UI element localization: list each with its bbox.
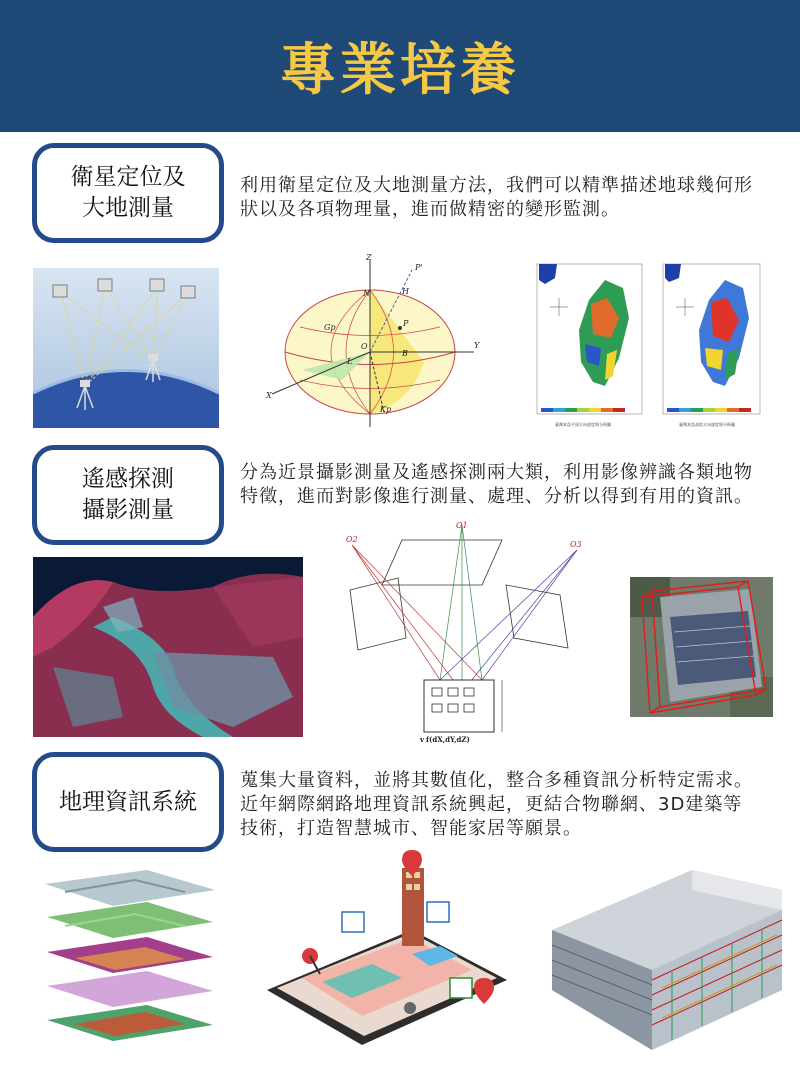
gnss-satellite-illustration bbox=[33, 268, 219, 428]
point-p-label: P bbox=[403, 319, 409, 328]
section-label-gis bbox=[32, 752, 224, 852]
camera-o3-label: O3 bbox=[570, 540, 582, 549]
camera-o1-label: O1 bbox=[456, 521, 468, 530]
section-description-gnss-geodesy: 利用衛星定位及大地測量方法，我們可以精準描述地球幾何形狀以及各項物理量，進而做精密的變形監測。 bbox=[240, 175, 753, 220]
page-title: 專業培養 bbox=[280, 38, 520, 103]
axis-y-label: Y bbox=[474, 341, 480, 350]
map-caption-horizontal: 臺灣本島平面方向速度場分佈圖 bbox=[555, 422, 611, 427]
section-label-line2: 攝影測量 bbox=[82, 497, 174, 523]
point-pprime-label: P' bbox=[415, 263, 423, 272]
section-label-remote-sensing bbox=[32, 445, 224, 545]
section-label-line1: 遙感探測 bbox=[82, 466, 174, 492]
point-n-label: N bbox=[363, 289, 370, 298]
photogrammetry-diagram bbox=[322, 520, 602, 745]
point-gp-label: Gp bbox=[324, 323, 336, 332]
bim-3d-building-model bbox=[542, 850, 787, 1050]
false-color-satellite-image bbox=[33, 557, 303, 737]
page-header bbox=[0, 0, 800, 132]
geodetic-ellipsoid-diagram bbox=[262, 252, 484, 435]
camera-o2-label: O2 bbox=[346, 535, 358, 544]
section-label-line1: 衛星定位及 bbox=[70, 164, 186, 190]
section-label-gnss-geodesy bbox=[32, 143, 224, 243]
axis-z-label: Z bbox=[366, 253, 372, 262]
smart-city-phone-illustration bbox=[262, 850, 512, 1050]
map-caption-vertical: 臺灣本島高程方向速度場分佈圖 bbox=[679, 422, 735, 427]
point-o-label: O bbox=[361, 342, 368, 351]
section-description-remote-sensing: 分為近景攝影測量及遙感探測兩大類，利用影像辨識各類地物特徵，進而對影像進行測量、處理、分析以得到有用的資訊。 bbox=[240, 462, 753, 507]
height-h-label: H bbox=[402, 287, 409, 296]
angle-l-label: L bbox=[347, 357, 353, 366]
gis-layers-illustration bbox=[35, 862, 225, 1057]
axis-x-label: X bbox=[266, 391, 272, 400]
section-label-line2: 大地測量 bbox=[82, 195, 174, 221]
formula-v-label: v bbox=[420, 735, 425, 744]
formula-label: f(dX,dY,dZ) bbox=[426, 735, 470, 744]
point-kp-label: Kp bbox=[380, 405, 392, 414]
section-label-line1: 地理資訊系統 bbox=[59, 788, 197, 815]
section-description-gis: 蒐集大量資料，並將其數值化，整合多種資訊分析特定需求。近年網際網路地理資訊系統興起，更結合物聯網、3D建築等技術，打造智慧城市、智能家居等願景。 bbox=[240, 770, 753, 839]
angle-b-label: B bbox=[402, 349, 408, 358]
building-3d-bounding-box-image bbox=[630, 577, 773, 717]
taiwan-velocity-maps bbox=[527, 258, 765, 438]
